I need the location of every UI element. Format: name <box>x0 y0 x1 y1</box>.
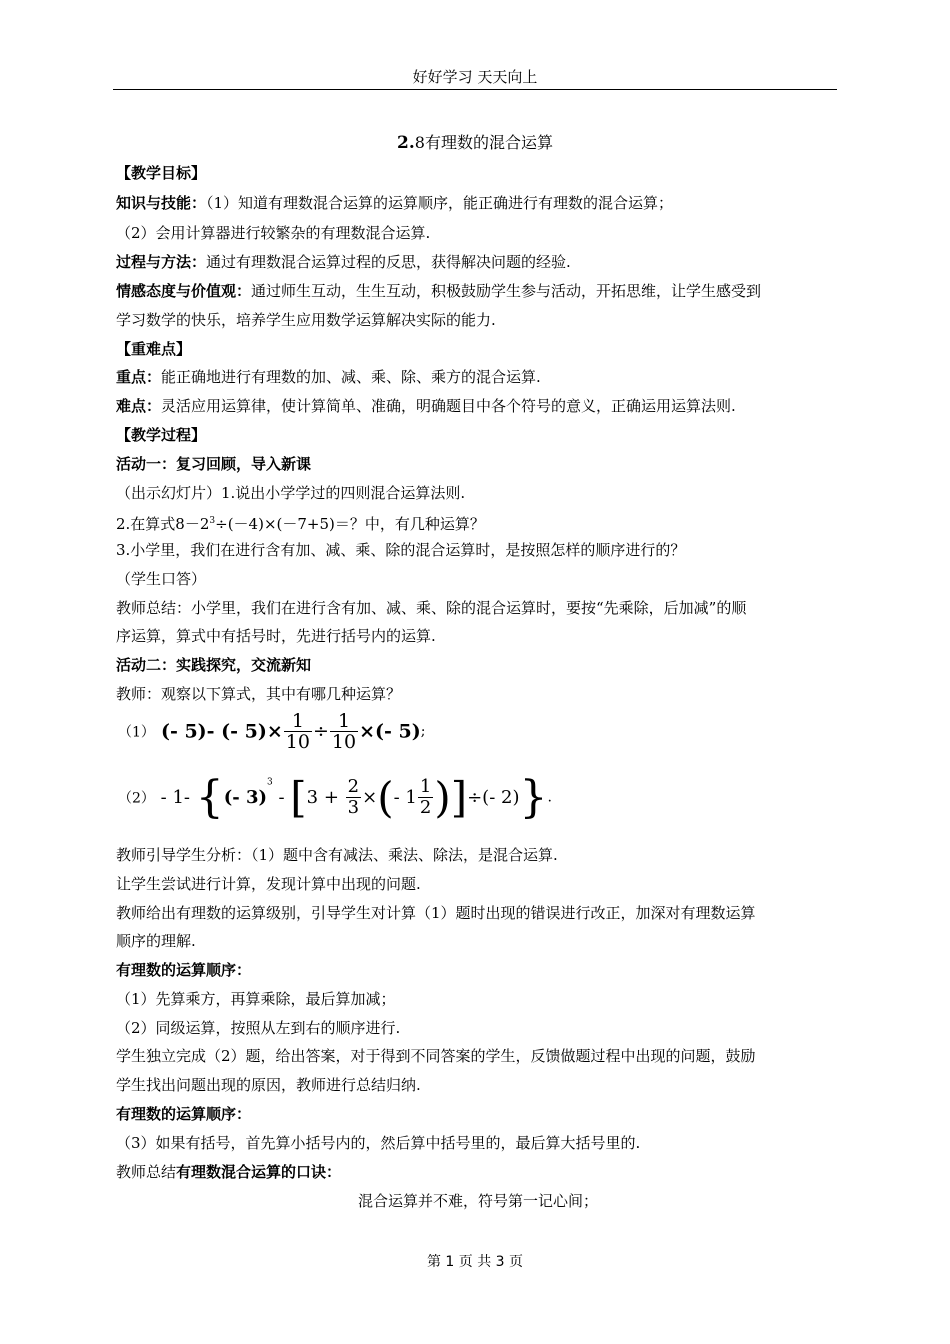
key-line <box>116 367 840 387</box>
summary-bold: 有理数混合运算的口诀： <box>176 1163 342 1181</box>
process-label: 过程与方法： <box>116 253 207 271</box>
a1-line-5: 教师总结：小学里，我们在进行含有加、减、乘、除的混合运算时，要按“先乘除，后加减”的顺 <box>116 599 747 617</box>
a2-line-2: 教师引导学生分析：（1）题中含有减法、乘法、除法，是混合运算. <box>116 846 558 864</box>
eq2-frac-1-num: 2 <box>347 776 360 797</box>
summary-line <box>116 1162 840 1182</box>
eq2-frac-2-num: 1 <box>419 776 432 797</box>
eq2-label: （2） <box>118 790 155 807</box>
eq2-frac-2-den: 2 <box>419 797 432 818</box>
eq1-frac-1 <box>284 711 312 752</box>
order-1: （1）先算乘方，再算乘除，最后算加减； <box>116 990 396 1008</box>
header-rule <box>113 89 837 90</box>
knowledge-line <box>116 193 840 213</box>
eq1-frac-1-den: 10 <box>285 731 310 753</box>
knowledge-2: （2）会用计算器进行较繁杂的有理数混合运算. <box>116 224 431 242</box>
a1-line-2-pre: 2.在算式8－2 <box>116 515 210 533</box>
order-heading-1: 有理数的运算顺序： <box>116 961 252 979</box>
a1-line-3: 3.小学里，我们在进行含有加、减、乘、除的混合运算时，是按照怎样的顺序进行的？ <box>116 541 686 559</box>
key-heading: 【重难点】 <box>116 340 192 358</box>
eq1-frac-2-den: 10 <box>331 731 357 753</box>
eq2-frac-1 <box>346 777 361 818</box>
order-2: （2）同级运算，按照从左到右的顺序进行. <box>116 1019 401 1037</box>
a1-line-2-post: ÷(－4)×(－7+5)＝？中，有几种运算？ <box>215 515 485 533</box>
equation-1 <box>118 711 425 752</box>
activity-2-heading: 活动二：实践探究，交流新知 <box>116 656 312 674</box>
document-title <box>113 130 837 153</box>
eq2-brace-open: { <box>195 772 224 823</box>
eq2-end: . <box>547 789 552 806</box>
eq2-part-f: - 1 <box>393 787 417 808</box>
diff-label: 难点： <box>116 397 162 415</box>
eq2-bracket-open: [ <box>290 773 307 822</box>
a1-line-6: 序运算，算式中有括号时，先进行括号内的运算. <box>116 627 436 645</box>
equation-2 <box>118 772 552 823</box>
emotion-text: 通过师生互动，生生互动，积极鼓励学生参与活动，开拓思维，让学生感受到 <box>251 282 762 300</box>
knowledge-text: （1）知道有理数混合运算的运算顺序，能正确进行有理数的混合运算； <box>206 194 674 212</box>
order-heading-2: 有理数的运算顺序： <box>116 1105 252 1123</box>
eq1-frac-1-num: 1 <box>284 711 312 732</box>
student-line-1: 学生独立完成（2）题，给出答案，对于得到不同答案的学生，反馈做题过程中出现的问题，鼓励 <box>116 1047 756 1065</box>
eq2-bracket-close: ] <box>450 773 468 822</box>
a1-line-1: （出示幻灯片）1.说出小学学过的四则混合运算法则. <box>116 484 466 502</box>
eq2-frac-1-den: 3 <box>347 797 360 818</box>
eq1-label: （1） <box>118 724 155 741</box>
eq2-sup: 3 <box>267 777 273 788</box>
process-line <box>116 252 840 272</box>
title-number: 2. <box>397 133 415 153</box>
summary-pre: 教师总结 <box>116 1163 177 1181</box>
a1-line-2 <box>116 511 840 534</box>
key-text: 能正确地进行有理数的加、减、乘、除、乘方的混合运算. <box>161 368 541 386</box>
eq1-div: ÷ <box>312 720 329 743</box>
eq1-frac-2-num: 1 <box>330 711 358 732</box>
student-line-2: 学生找出问题出现的原因，教师进行总结归纳. <box>116 1076 421 1094</box>
title-text: 8有理数的混合运算 <box>414 133 553 152</box>
emotion-line <box>116 281 840 301</box>
a2-line-4: 教师给出有理数的运算级别，引导学生对计算（1）题时出现的错误进行改正，加深对有理数运算 <box>116 904 756 922</box>
eq2-part-d: 3 + <box>306 787 345 808</box>
a2-line-3: 让学生尝试进行计算，发现计算中出现的问题. <box>116 875 421 893</box>
activity-1-heading: 活动一：复习回顾，导入新课 <box>116 455 312 473</box>
page-footer: 第 1 页 共 3 页 <box>426 1254 524 1270</box>
knowledge-label: 知识与技能： <box>116 194 207 212</box>
eq2-paren-open: ( <box>377 773 394 822</box>
eq2-brace-close: } <box>519 772 548 823</box>
emotion-label: 情感态度与价值观： <box>116 282 252 300</box>
eq2-part-a: - 1- <box>160 787 196 808</box>
diff-text: 灵活应用运算律，使计算简单、准确，明确题目中各个符号的意义，正确运用运算法则. <box>161 397 736 415</box>
eq1-part-a: (- 5)- (- 5)× <box>160 720 283 743</box>
a2-line-1: 教师：观察以下算式，其中有哪几种运算？ <box>116 685 402 703</box>
a1-line-4: （学生口答） <box>116 570 207 588</box>
eq2-part-g: ÷(- 2) <box>467 787 520 808</box>
eq2-part-b: (- 3) <box>223 787 268 808</box>
emotion-cont: 学习数学的快乐，培养学生应用数学运算解决实际的能力. <box>116 311 496 329</box>
eq1-part-b: ×(- 5) <box>359 720 421 743</box>
page-header: 好好学习 天天向上 <box>412 68 538 86</box>
goals-heading: 【教学目标】 <box>116 164 207 182</box>
rhyme-line: 混合运算并不难，符号第一记心间； <box>357 1192 598 1210</box>
eq2-paren-close: ) <box>434 773 451 822</box>
a2-line-5: 顺序的理解. <box>116 932 196 950</box>
process-heading: 【教学过程】 <box>116 426 207 444</box>
key-label: 重点： <box>116 368 162 386</box>
process-text: 通过有理数混合运算过程的反思，获得解决问题的经验. <box>206 253 571 271</box>
eq2-part-e: × <box>362 787 378 808</box>
order-3: （3）如果有括号，首先算小括号内的，然后算中括号里的，最后算大括号里的. <box>116 1134 641 1152</box>
eq1-frac-2 <box>330 711 358 752</box>
eq1-end: ; <box>420 723 426 740</box>
diff-line <box>116 396 840 416</box>
a1-line-2-sup: 3 <box>209 516 216 526</box>
eq2-frac-2 <box>418 777 433 818</box>
eq2-part-c: - <box>272 787 291 808</box>
